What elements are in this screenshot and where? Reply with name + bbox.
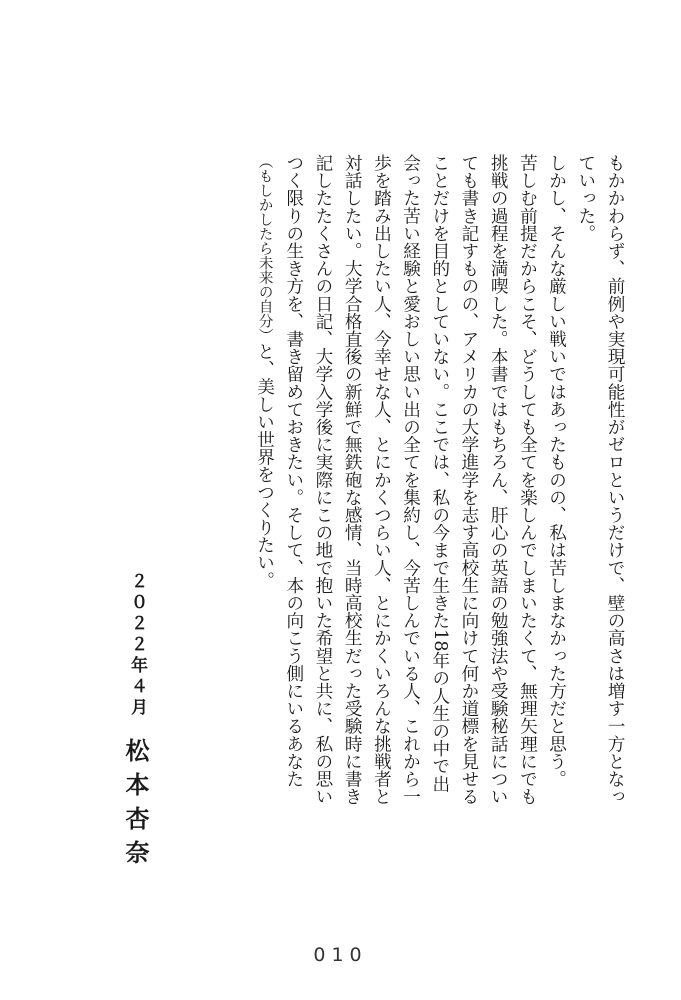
- paragraph-1: [571, 154, 629, 874]
- text-line: 対話したい。大学合格直後の新鮮で無鉄砲な感情、当時高校生だった受験時に書き: [342, 154, 363, 806]
- parenthetical-note: （もしかしたら未来の自分）: [256, 154, 273, 343]
- text-line: 会った苦い経験と愛おしい思い出の全てを集約し、今苦しんでいる人、これから一: [400, 154, 421, 806]
- text-line: 記したたくさんの日記、大学入学後に実際にこの地で抱いた希望と共に、私の思い: [312, 154, 333, 806]
- body-text: [239, 154, 629, 874]
- text-line: ていった。: [575, 154, 596, 242]
- text-line-rest: と、美しい世界をつくりたい。: [254, 342, 275, 589]
- text-line: もかかわらず、前例や実現可能性がゼロというだけで、壁の高さは増す一方となっ: [605, 154, 625, 806]
- text-line: ことだけを目的としていない。ここでは、私の今まで生きた18年の人生の中で出: [429, 154, 450, 793]
- author-name: 松本杏奈: [121, 738, 149, 874]
- text-line: ても書き記すものの、アメリカの大学進学を志す高校生に向けて何か道標を見せる: [458, 154, 479, 806]
- text-line: つく限りの生き方を、書き留めておきたい。そして、本の向こう側にいるあなた: [283, 154, 304, 788]
- text-line: しかし、そんな厳しい戦いではあったものの、私は苦しまなかった方だと思う。: [546, 154, 567, 788]
- text-line: 歩を踏み出したい人、今幸せな人、とにかくつらい人、とにかくいろんな挑戦者と: [371, 154, 392, 806]
- text-line-last: [249, 154, 278, 874]
- signature-date: ２０２２年４月: [127, 572, 147, 719]
- text-line: 苦しむ前提だからこそ、どうしても全てを楽しんでしまいたくて、無理矢理にでも: [517, 154, 538, 806]
- page-number: 010: [313, 944, 368, 966]
- paragraph-2: [249, 154, 570, 874]
- text-line: 挑戦の過程を満喫した。本書ではもちろん、肝心の英語の勉強法や受験秘話につい: [488, 154, 509, 806]
